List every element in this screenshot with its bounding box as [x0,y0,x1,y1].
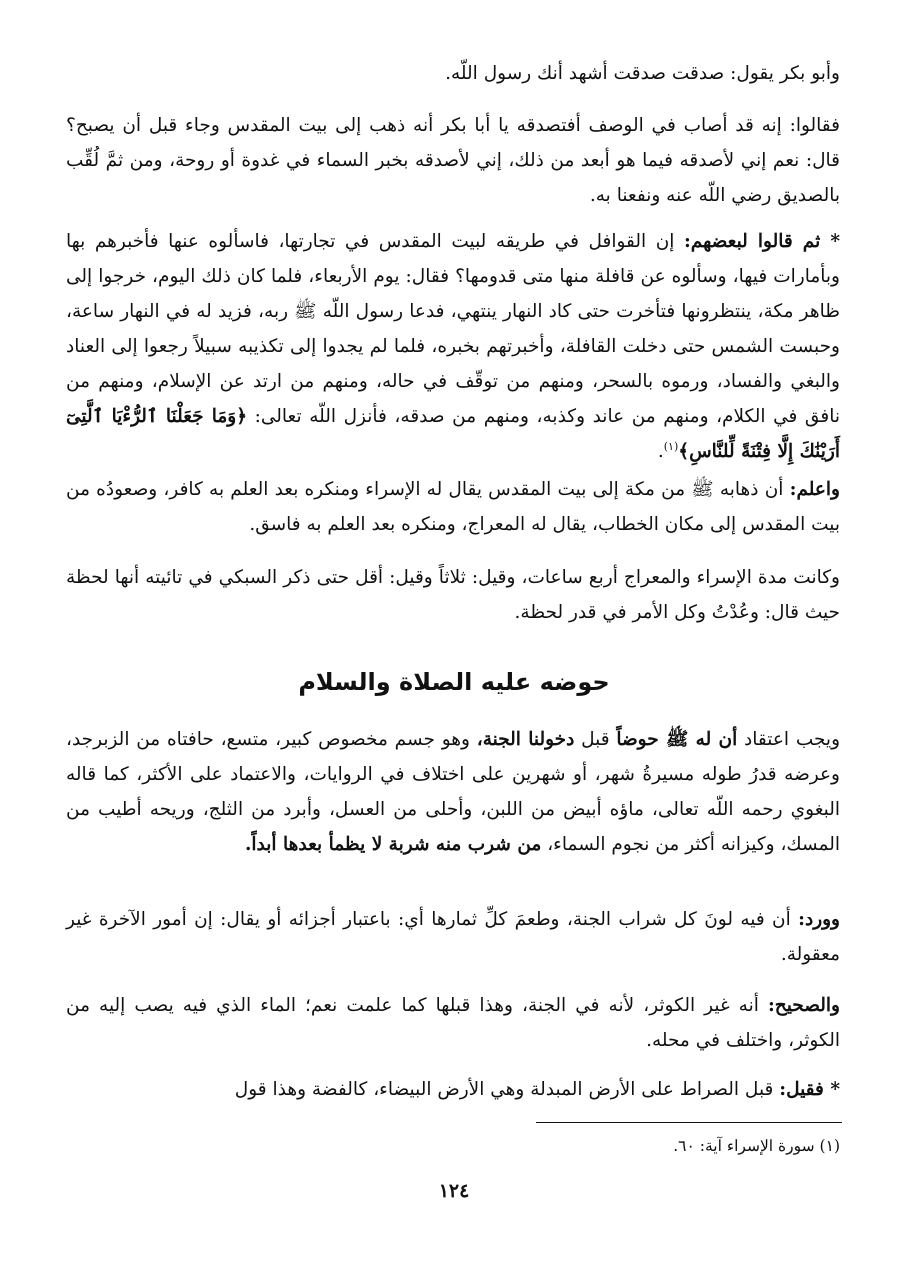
paragraph-6 [66,722,840,862]
footnote-reference: (١) [663,439,679,453]
paragraph-8 [66,988,840,1058]
paragraph-4-lead: واعلم: [789,479,840,500]
paragraph-1-text: وأبو بكر يقول: صدقت صدقت أشهد أنك رسول اللّه. [445,63,840,84]
paragraph-6-b: أن له ﷺ حوضاً [616,729,738,750]
paragraph-6-c: قبل [574,729,617,750]
paragraph-7-lead: وورد: [798,909,840,930]
section-heading: حوضه عليه الصلاة والسلام [298,668,610,696]
quran-verse: ﴿وَمَا جَعَلْنَا ٱلرُّءْيَا ٱلَّتِىٓ أَرَيْنَٰكَ إِلَّا فِتْنَةً لِّلنَّاسِ﴾ [66,406,840,462]
paragraph-6-f: من شرب منه شربة لا يظمأ بعدها أبداً. [244,834,542,855]
paragraph-6-e: وهو جسم مخصوص كبير، متسع، حافتاه من الزبرجد، وعرضه قدرُ طوله مسيرةُ شهر، أو شهرين على اختلاف في الروايات، والاعتماد على الأكثر، كما قاله البغوي رحمه اللّه تعالى، ماؤه أبيض من اللبن، وأحلى من العسل، وأبرد من الثلج، وريحه أطيب من المسك، وكيزانه أكثر من نجوم السماء، [66,729,840,855]
footnote: (١) سورة الإسراء آية: ٦٠. [673,1137,840,1155]
paragraph-9-lead: * فقيل: [779,1079,840,1100]
paragraph-9-body: قبل الصراط على الأرض المبدلة وهي الأرض البيضاء، كالفضة وهذا قول [234,1079,780,1100]
paragraph-7-body: أن فيه لونَ كل شراب الجنة، وطعمَ كلِّ ثمارها أي: باعتبار أجزائه أو يقال: إن أمور الآخرة غير معقولة. [66,909,840,965]
paragraph-7 [66,902,840,972]
footnote-divider [536,1122,842,1123]
paragraph-4 [66,472,840,542]
paragraph-1 [66,56,840,91]
paragraph-3 [66,224,840,469]
paragraph-4-body: أن ذهابه ﷺ من مكة إلى بيت المقدس يقال له الإسراء ومنكره بعد العلم به كافر، وصعودُه من بيت المقدس إلى مكان الخطاب، يقال له المعراج، ومنكره بعد العلم به فاسق. [66,479,840,535]
page-number: ١٢٤ [438,1180,470,1202]
paragraph-2 [66,108,840,213]
paragraph-8-lead: والصحيح: [767,995,840,1016]
paragraph-9 [66,1072,840,1107]
paragraph-6-d: دخولنا الجنة، [476,729,575,750]
paragraph-3-body: إن القوافل في طريقه لبيت المقدس في تجارتها، فاسألوه عنها فأخبرهم بها وبأمارات فيها، وسألوه عن قافلة منها متى قدومها؟ فقال: يوم الأربعاء، فلما كان ذلك اليوم، خرجوا إلى ظاهر مكة، ينتظرونها فتأخرت حتى كاد النهار ينتهي، فدعا رسول اللّه ﷺ ربه، فزيد له في النهار ساعة، وحبست الشمس حتى دخلت القافلة، وأخبرتهم بخبره، فلما لم يجدوا إلى تكذيبه سبيلاً رجعوا إلى العناد والبغي والفساد، ورموه بالسحر، ومنهم من توقّف في حاله، ومنهم من ارتد عن الإسلام، ومنهم من نافق في الكلام، ومنهم من عاند وكذبه، ومنهم من صدقه، فأنزل اللّه تعالى: [66,231,840,427]
paragraph-3-end: . [657,441,664,462]
paragraph-8-body: أنه غير الكوثر، لأنه في الجنة، وهذا قبلها كما علمت نعم؛ الماء الذي فيه يصب إليه من الكوثر، واختلف في محله. [66,995,840,1051]
paragraph-3-lead: * ثم قالوا لبعضهم: [683,231,840,252]
paragraph-6-a: ويجب اعتقاد [737,729,841,750]
paragraph-5 [66,560,840,630]
paragraph-5-text: وكانت مدة الإسراء والمعراج أربع ساعات، وقيل: ثلاثاً وقيل: أقل حتى ذكر السبكي في تائيته أنها لحظة حيث قال: وعُدْتُ وكل الأمر في قدر لحظة. [66,567,840,623]
paragraph-2-text: فقالوا: إنه قد أصاب في الوصف أفتصدقه يا أبا بكر أنه ذهب إلى بيت المقدس وجاء قبل أن يصبح؟ قال: نعم إني لأصدقه فيما هو أبعد من ذلك، إني لأصدقه بخبر السماء في غدوة أو روحة، ومن ثمَّ لُقِّب بالصديق رضي اللّه عنه ونفعنا به. [66,115,840,206]
